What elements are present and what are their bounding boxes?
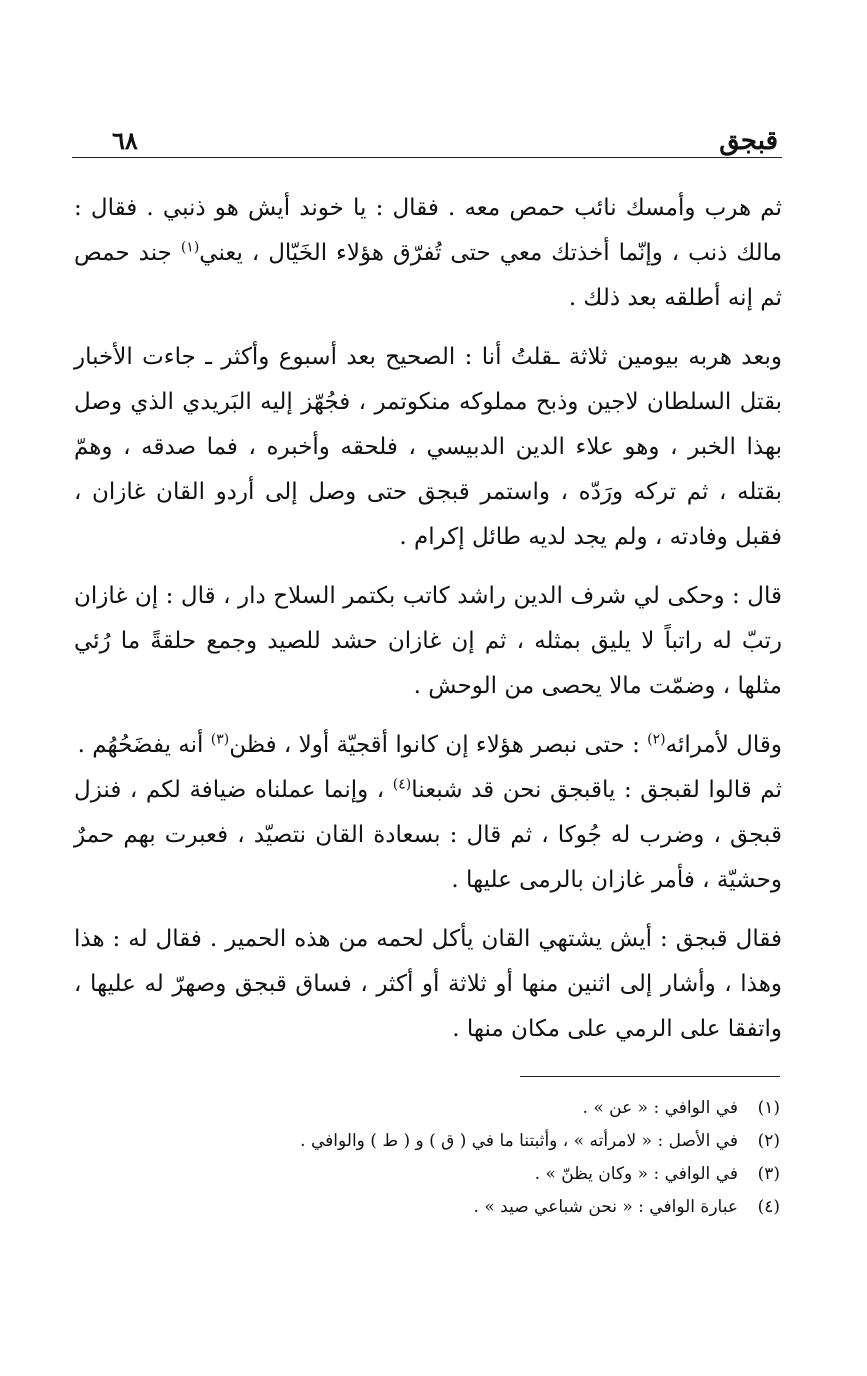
- footnote: [200, 1191, 780, 1224]
- paragraph: وقال لأمرائه$^{(٢)}$ : حتى نبصر هؤلاء إن كانوا أقجيّة أولا ، فظن$^{(٣)}$ أنه يفضَحُهُم .: [77, 731, 782, 758]
- footnote-ref: (٤): [392, 776, 412, 793]
- paragraph: قال : وحكى لي شرف الدين راشد كاتب بكتمر السلاح دار ، قال : إن غازان رتبّ له راتباً لا يليق بمثله ، ثم إن غازان حشد للصيد وجمع حلقةً ما رُئي مثلها ، وضمّت مالا يحصى من الوحش .: [74, 583, 782, 699]
- footnote-text: في الوافي : « عن » .: [582, 1098, 738, 1118]
- running-title: قبجق: [719, 126, 778, 156]
- footnote-ref: (١): [180, 239, 200, 256]
- footnote-text: في الأصل : « لامرأته » ، وأثبتنا ما في ( ق ) و ( ط ) والوافي .: [300, 1131, 738, 1151]
- footnote-number: (١): [757, 1098, 780, 1118]
- footnote: [200, 1125, 780, 1158]
- footnote: [200, 1092, 780, 1125]
- body-text: [74, 186, 782, 1052]
- footnote-text: في الوافي : « وكان يظنّ » .: [534, 1164, 738, 1184]
- paragraph: فقال قبجق : أيش يشتهي القان يأكل لحمه من هذه الحمير . فقال له : هذا وهذا ، وأشار إلى اثنين منها أو ثلاثة أو أكثر ، فساق قبجق وصهرّ له عليها ، واتفقا على الرمي على مكان منها .: [74, 926, 782, 1042]
- footnote-text: عبارة الوافي : « نحن شباعي صيد » .: [473, 1197, 738, 1217]
- footnote-ref: (٢): [647, 731, 666, 748]
- footnote-rule: [520, 1076, 780, 1077]
- footnote: [200, 1158, 780, 1191]
- page-header: [72, 124, 778, 164]
- header-rule: [72, 157, 782, 158]
- footnote-number: (٣): [757, 1164, 780, 1184]
- footnote-ref: (٣): [210, 731, 230, 748]
- paragraph: وبعد هربه بيومين ثلاثة ـقلتُ أنا : الصحيح بعد أسبوع وأكثر ـ جاءت الأخبار بقتل السلطان لاجين وذبح مملوكه منكوتمر ، فجُهّز إليه البَريدي الذي وصل بهذا الخبر ، وهو علاء الدين الدبيسي ، فلحقه وأخبره ، فما صدقه ، وهمّ بقتله ، ثم تركه ورَدّه ، واستمر قبجق حتى وصل إلى أردو القان غازان ، فقبل وفادته ، ولم يجد لديه طائل إكرام .: [74, 344, 782, 550]
- footnotes: [200, 1092, 780, 1224]
- footnote-number: (٢): [757, 1131, 780, 1151]
- paragraph: ثم قالوا لقبجق : ياقبجق نحن قد شبعنا$^{(٤)}$ ، وإنما عملناه ضيافة لكم ، فنزل قبجق ، وضرب له جُوكا ، ثم قال : بسعادة القان نتصيّد ، فعبرت بهم حمرٌ وحشيّة ، فأمر غازان بالرمى عليها .: [74, 776, 782, 893]
- page-number: ٦٨: [112, 126, 138, 155]
- footnote-number: (٤): [757, 1197, 780, 1217]
- paragraph: ثم هرب وأمسك نائب حمص معه . فقال : يا خوند أيش هو ذنبي . فقال : مالك ذنب ، وإنّما أخذتك معي حتى تُفرّق هؤلاء الخَيّال ، يعني$^{(١)}$ جند حمص ثم إنه أطلقه بعد ذلك .: [74, 195, 783, 311]
